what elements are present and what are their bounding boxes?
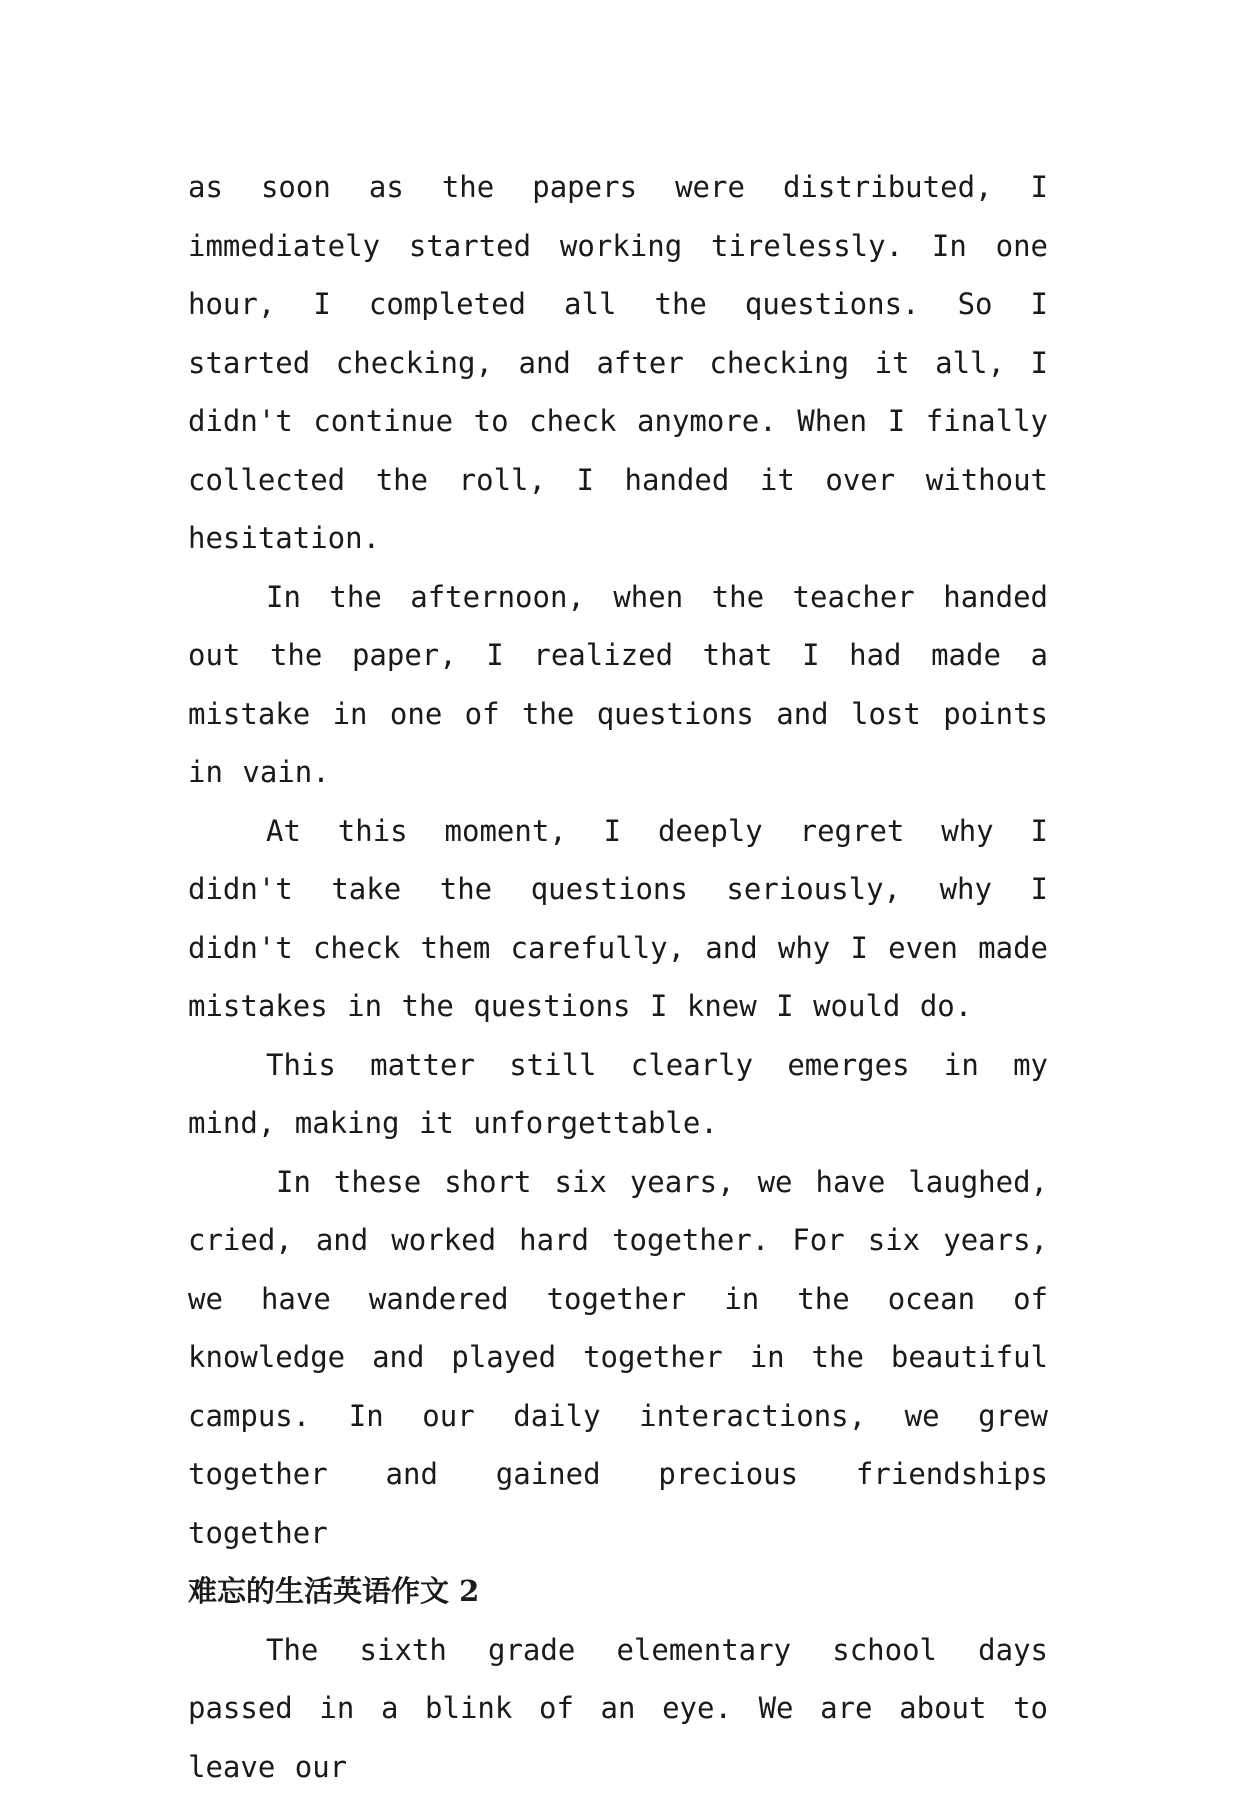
- paragraph-afternoon: In the afternoon, when the teacher handed out the paper, I realized that I had made a mistake in one of the questions and lost points in vain.: [188, 568, 1048, 802]
- paragraph-unforgettable: This matter still clearly emerges in my mind, making it unforgettable.: [188, 1036, 1048, 1153]
- paragraph-sixth-grade: The sixth grade elementary school days passed in a blink of an eye. We are about to leave our: [188, 1621, 1048, 1796]
- paragraph-six-years: In these short six years, we have laughed, cried, and worked hard together. For six years, we have wandered together in the ocean of knowledge and played together in the beautiful campus. In our daily interactions, we grew together and gained precious friendships together: [188, 1153, 1048, 1563]
- paragraph-exam-continuation: as soon as the papers were distributed, I immediately started working tirelessly. In one hour, I completed all the questions. So I started checking, and after checking it all, I didn't continue to check anymore. When I finally collected the roll, I handed it over without hesitation.: [188, 158, 1048, 568]
- document-page: [188, 158, 1048, 1796]
- essay-heading: 难忘的生活英语作文 2: [188, 1562, 1048, 1621]
- paragraph-regret: At this moment, I deeply regret why I didn't take the questions seriously, why I didn't check them carefully, and why I even made mistakes in the questions I knew I would do.: [188, 802, 1048, 1036]
